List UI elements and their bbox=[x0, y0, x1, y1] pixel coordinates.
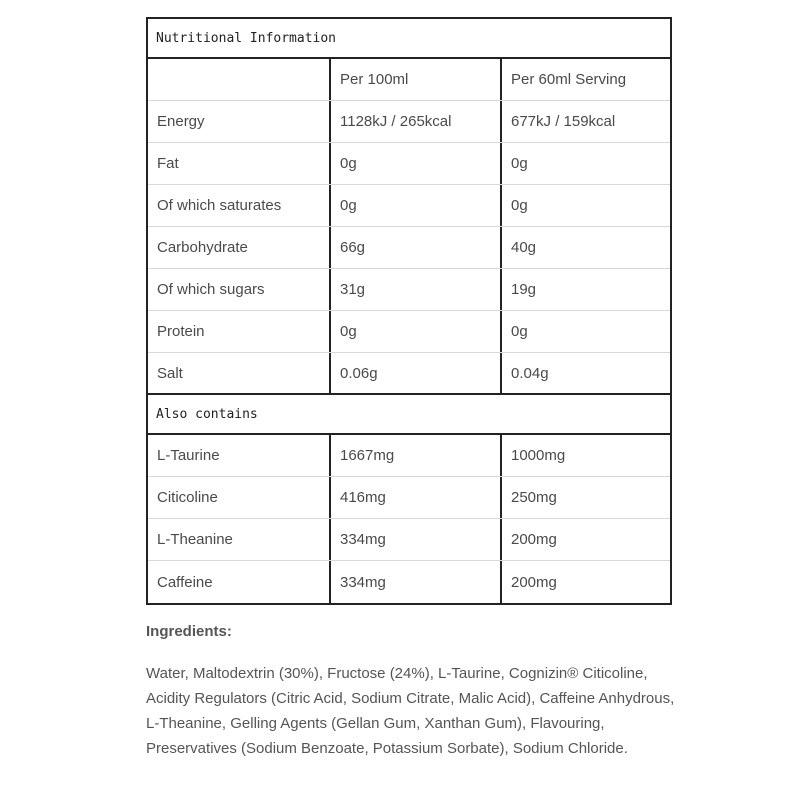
nutrient-name: Energy bbox=[148, 101, 331, 142]
value-per-100ml: 334mg bbox=[331, 519, 502, 560]
nutrient-name: Salt bbox=[148, 353, 331, 393]
table-row bbox=[148, 561, 670, 603]
value-per-serving: 40g bbox=[511, 239, 537, 256]
ingredient-name: Caffeine bbox=[148, 561, 331, 603]
nutrient-name: Of which saturates bbox=[148, 185, 331, 226]
value-per-serving: 250mg bbox=[511, 489, 557, 506]
value-per-serving: 0g bbox=[511, 155, 528, 172]
nutrition-table-title: Nutritional Information bbox=[148, 19, 670, 59]
value-per-100ml: 0g bbox=[331, 185, 502, 226]
value-per-serving: 0g bbox=[511, 197, 528, 214]
nutrient-name: Fat bbox=[148, 143, 331, 184]
table-row bbox=[148, 185, 670, 227]
column-header-per-100ml: Per 100ml bbox=[331, 59, 502, 100]
table-row bbox=[148, 269, 670, 311]
ingredients-heading: Ingredients: bbox=[146, 623, 232, 640]
value-per-100ml: 334mg bbox=[331, 561, 502, 603]
table-row bbox=[148, 101, 670, 143]
table-row bbox=[148, 143, 670, 185]
value-per-100ml: 0g bbox=[331, 311, 502, 352]
column-header-per-serving: Per 60ml Serving bbox=[511, 71, 627, 88]
value-per-serving: 1000mg bbox=[511, 447, 566, 464]
column-header-empty bbox=[148, 59, 331, 100]
table-row bbox=[148, 353, 670, 395]
value-per-serving: 0g bbox=[511, 323, 528, 340]
value-per-100ml: 0.06g bbox=[331, 353, 502, 393]
value-per-100ml: 31g bbox=[331, 269, 502, 310]
table-row bbox=[148, 435, 670, 477]
value-per-100ml: 0g bbox=[331, 143, 502, 184]
value-per-100ml: 416mg bbox=[331, 477, 502, 518]
table-row bbox=[148, 227, 670, 269]
ingredients-text: Water, Maltodextrin (30%), Fructose (24%), L-Taurine, Cognizin® Citicoline, Acidity Regulators (Citric Acid, Sodium Citrate, Malic Acid), Caffeine Anhydrous, L-Theanine, Gelling Agents (Gellan Gum, Xanthan Gum), Flavouring, Preservatives (Sodium Benzoate, Potassium Sorbate), Sodium Chloride. bbox=[146, 665, 675, 757]
ingredient-name: L-Theanine bbox=[148, 519, 331, 560]
value-per-serving: 200mg bbox=[511, 531, 557, 548]
value-per-100ml: 1128kJ / 265kcal bbox=[331, 101, 502, 142]
nutrient-name: Carbohydrate bbox=[148, 227, 331, 268]
value-per-100ml: 1667mg bbox=[331, 435, 502, 476]
nutrient-name: Protein bbox=[148, 311, 331, 352]
table-row bbox=[148, 477, 670, 519]
ingredient-name: Citicoline bbox=[148, 477, 331, 518]
ingredient-name: L-Taurine bbox=[148, 435, 331, 476]
nutrient-name: Of which sugars bbox=[148, 269, 331, 310]
value-per-100ml: 66g bbox=[331, 227, 502, 268]
value-per-serving: 677kJ / 159kcal bbox=[511, 113, 616, 130]
table-row bbox=[148, 519, 670, 561]
table-row bbox=[148, 311, 670, 353]
column-header-row bbox=[148, 59, 670, 101]
value-per-serving: 19g bbox=[511, 281, 537, 298]
value-per-serving: 0.04g bbox=[511, 364, 549, 382]
nutrition-table bbox=[146, 17, 672, 605]
also-contains-title: Also contains bbox=[148, 395, 670, 435]
value-per-serving: 200mg bbox=[511, 573, 557, 591]
